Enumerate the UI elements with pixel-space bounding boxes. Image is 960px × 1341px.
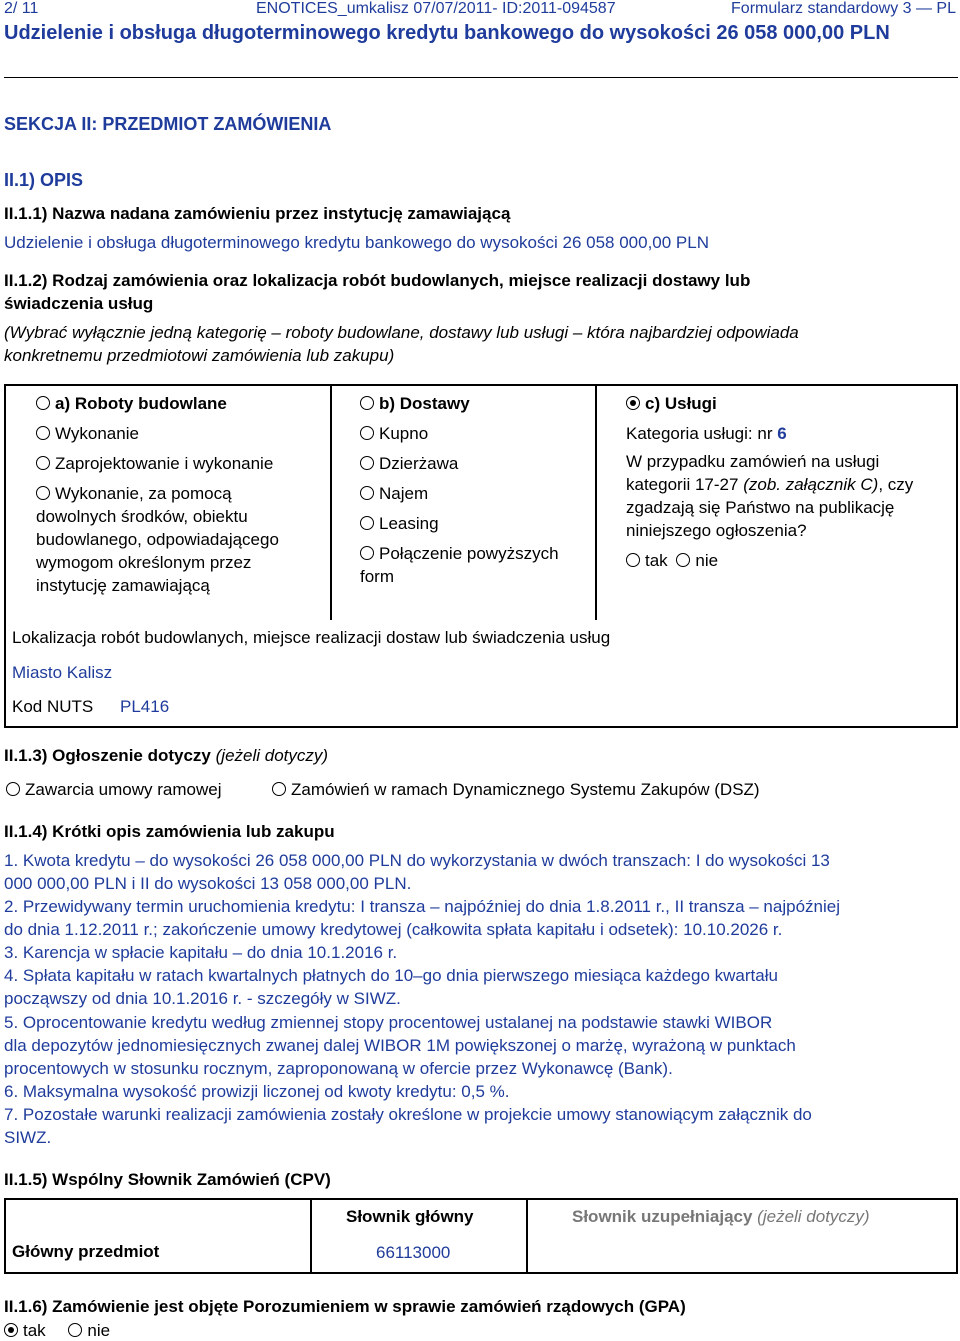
table-divider xyxy=(526,1198,528,1274)
service-category: Kategoria usługi: nr 6 xyxy=(626,424,787,443)
desc-line: 4. Spłata kapitału w ratach kwartalnych płatnych do 10–go dnia pierwszego miesiąca każdego kwartału xyxy=(4,966,778,985)
option-dsz: Zamówień w ramach Dynamicznego Systemu Zakupów (DSZ) xyxy=(272,780,760,800)
ii-1-2-note-line1: (Wybrać wyłącznie jedną kategorię – roboty budowlane, dostawy lub usługi – która najbardziej odpowiada xyxy=(4,323,799,342)
publication-consent: tak nie xyxy=(626,549,718,572)
radio-kupno[interactable] xyxy=(360,426,374,440)
col-c-title: c) Usługi xyxy=(626,392,717,415)
desc-line: 7. Pozostałe warunki realizacji zamówienia zostały określone w projekcie umowy stanowiącym załącznik do xyxy=(4,1105,812,1124)
desc-line: SIWZ. xyxy=(4,1128,52,1147)
desc-line: 000 000,00 PLN i II do wysokości 13 058 000,00 PLN. xyxy=(4,874,412,893)
ii-1-3-heading: II.1.3) Ogłoszenie dotyczy (jeżeli dotyczy) xyxy=(4,746,329,765)
location-value: Miasto Kalisz xyxy=(12,663,113,682)
option-kupno: Kupno xyxy=(360,422,428,445)
option-najem: Najem xyxy=(360,482,428,505)
ii-1-4-heading: II.1.4) Krótki opis zamówienia lub zakupu xyxy=(4,822,335,841)
section-title: SEKCJA II: PRZEDMIOT ZAMÓWIENIA xyxy=(4,114,332,134)
page-number: 2/ 11 xyxy=(4,0,39,17)
ii-1-5-heading: II.1.5) Wspólny Słownik Zamówień (CPV) xyxy=(4,1170,331,1189)
ii-1-1-value: Udzielenie i obsługa długoterminowego kredytu bankowego do wysokości 26 058 000,00 PLN xyxy=(4,233,710,252)
table-divider xyxy=(310,1198,312,1274)
nuts-label: Kod NUTS xyxy=(12,697,94,716)
option-wykonanie: Wykonanie xyxy=(36,422,139,445)
nuts-value: PL416 xyxy=(120,697,170,716)
location-label: Lokalizacja robót budowlanych, miejsce realizacji dostaw lub świadczenia usług xyxy=(12,628,611,647)
radio-dsz[interactable] xyxy=(272,782,286,796)
ii-1-2-heading-line2: świadczenia usług xyxy=(4,294,154,313)
ii-1-6-heading: II.1.6) Zamówienie jest objęte Porozumieniem w sprawie zamówień rządowych (GPA) xyxy=(4,1297,686,1316)
radio-dostawy[interactable] xyxy=(360,396,374,410)
radio-leasing[interactable] xyxy=(360,516,374,530)
ii-1-1-heading: II.1.1) Nazwa nadana zamówieniu przez instytucję zamawiającą xyxy=(4,204,511,223)
ii-1-2-heading-line1: II.1.2) Rodzaj zamówienia oraz lokalizacja robót budowlanych, miejsce realizacji dostawy lub xyxy=(4,271,751,290)
radio-wykonanie[interactable] xyxy=(36,426,50,440)
radio-gpa-yes[interactable] xyxy=(4,1323,18,1337)
table-divider xyxy=(330,384,332,620)
option-wykonanie-dowolne: Wykonanie, za pomocą dowolnych środków, obiektu budowlanego, odpowiadającego wymogom określonym przez instytucję zamawiającą xyxy=(36,484,279,595)
desc-line: 1. Kwota kredytu – do wysokości 26 058 000,00 PLN do wykorzystania w dwóch transzach: I do wysokości 13 xyxy=(4,851,830,870)
desc-line: 3. Karencja w spłacie kapitału – do dnia 10.1.2016 r. xyxy=(4,943,398,962)
service-category-value: 6 xyxy=(777,424,787,443)
cpv-col-supp: Słownik uzupełniający (jeżeli dotyczy) xyxy=(572,1207,870,1226)
radio-uslugi[interactable] xyxy=(626,396,640,410)
radio-gpa-no[interactable] xyxy=(68,1323,82,1337)
cpv-col-main: Słownik główny xyxy=(346,1207,474,1226)
desc-line: począwszy od dnia 10.1.2016 r. - szczegóły w SIWZ. xyxy=(4,989,401,1008)
header-divider xyxy=(4,77,958,78)
ii-1-2-note-line2: konkretnemu przedmiotowi zamówienia lub zakupu) xyxy=(4,346,395,365)
radio-dzierzawa[interactable] xyxy=(360,456,374,470)
desc-line: procentowych w stosunku rocznym, zaproponowaną w ofercie przez Wykonawcę (Bank). xyxy=(4,1059,673,1078)
option-zaprojektowanie: Zaprojektowanie i wykonanie xyxy=(36,452,273,475)
subsection-opis: II.1) OPIS xyxy=(4,170,84,190)
option-polaczenie: Połączenie powyższych form xyxy=(360,544,559,586)
option-dzierzawa: Dzierżawa xyxy=(360,452,458,475)
document-title: Udzielenie i obsługa długoterminowego kredytu bankowego do wysokości 26 058 000,00 PLN xyxy=(4,22,890,44)
col-b-title: b) Dostawy xyxy=(360,392,470,415)
desc-line: 2. Przewidywany termin uruchomienia kredytu: I transza – najpóźniej do dnia 1.8.2011 r., II transza – najpóźniej xyxy=(4,897,840,916)
radio-publication-no[interactable] xyxy=(676,553,690,567)
option-umowa-ramowa: Zawarcia umowy ramowej xyxy=(6,780,222,800)
form-name: Formularz standardowy 3 — PL xyxy=(731,0,956,17)
radio-polaczenie[interactable] xyxy=(360,546,374,560)
option-leasing: Leasing xyxy=(360,512,439,535)
cpv-row-value: 66113000 xyxy=(376,1243,451,1262)
radio-wykonanie-dowolne[interactable] xyxy=(36,486,50,500)
table-divider xyxy=(595,384,597,620)
desc-line: do dnia 1.12.2011 r.; zakończenie umowy kredytowej (całkowita spłata kapitału i odsetek): 10.10.2026 r. xyxy=(4,920,783,939)
desc-line: 6. Maksymalna wysokość prowizji liczonej od kwoty kredytu: 0,5 %. xyxy=(4,1082,510,1101)
radio-zaprojektowanie[interactable] xyxy=(36,456,50,470)
cpv-row-label: Główny przedmiot xyxy=(12,1242,160,1261)
radio-publication-yes[interactable] xyxy=(626,553,640,567)
radio-roboty-budowlane[interactable] xyxy=(36,396,50,410)
radio-najem[interactable] xyxy=(360,486,374,500)
col-a-title: a) Roboty budowlane xyxy=(36,392,227,415)
notice-id: ENOTICES_umkalisz 07/07/2011- ID:2011-094587 xyxy=(256,0,616,17)
gpa-options: tak nie xyxy=(4,1321,110,1341)
desc-line: 5. Oprocentowanie kredytu według zmiennej stopy procentowej ustalanej na podstawie stawki WIBOR xyxy=(4,1013,773,1032)
desc-line: dla depozytów jednomiesięcznych zwanej dalej WIBOR 1M powiększonej o marżę, wyrażoną w punktach xyxy=(4,1036,796,1055)
radio-umowa-ramowa[interactable] xyxy=(6,782,20,796)
page-header xyxy=(4,0,956,18)
service-question: W przypadku zamówień na usługi kategorii 17-27 (zob. załącznik C), czy zgadzają się Państwo na publikację niniejszego ogłoszenia? xyxy=(626,452,914,540)
